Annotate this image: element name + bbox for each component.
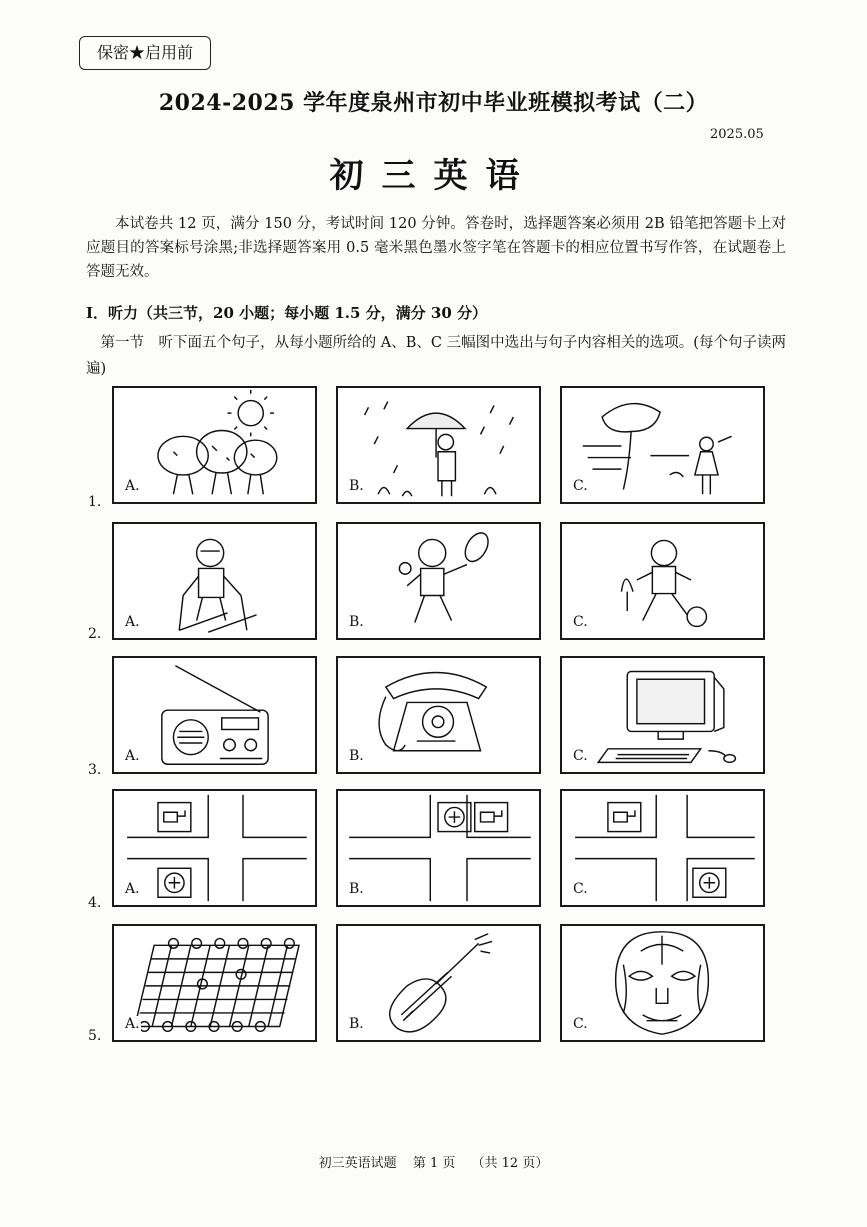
option-a-picture[interactable] — [112, 789, 317, 907]
page-number: 第 1 页 — [412, 1156, 456, 1171]
option-label: B. — [349, 614, 364, 630]
option-label: B. — [349, 748, 364, 764]
option-label: A. — [125, 748, 140, 764]
telephone-icon — [338, 658, 539, 772]
windy-tree-icon — [562, 388, 763, 502]
radio-icon — [114, 658, 315, 772]
skiing-icon — [114, 524, 315, 638]
question-number: 3. — [88, 762, 102, 778]
option-c-picture[interactable] — [560, 924, 765, 1042]
confidential-stamp: 保密★启用前 — [79, 36, 211, 70]
page-footer — [0, 1152, 867, 1171]
question-2 — [0, 522, 867, 652]
computer-icon — [562, 658, 763, 772]
option-b-picture[interactable] — [336, 656, 541, 774]
question-4 — [0, 789, 867, 919]
option-label: B. — [349, 1016, 364, 1032]
option-b-picture[interactable] — [336, 386, 541, 504]
paper-name: 初三英语试题 — [318, 1156, 397, 1171]
rain-umbrella-icon — [338, 388, 539, 502]
option-label: B. — [349, 478, 364, 494]
map-hospital-post-office-icon — [338, 791, 539, 905]
question-5 — [0, 924, 867, 1054]
option-a-picture[interactable] — [112, 386, 317, 504]
total-pages: （共 12 页） — [471, 1156, 549, 1171]
section-heading: I．听力（共三节，20 小题；每小题 1.5 分，满分 30 分） — [86, 304, 487, 322]
option-a-picture[interactable] — [112, 522, 317, 640]
chinese-chess-icon — [114, 926, 315, 1040]
sunny-trees-icon — [114, 388, 315, 502]
option-label: C. — [573, 478, 588, 494]
option-b-picture[interactable] — [336, 789, 541, 907]
option-c-picture[interactable] — [560, 522, 765, 640]
option-label: C. — [573, 748, 588, 764]
question-number: 5. — [88, 1028, 102, 1044]
option-b-picture[interactable] — [336, 924, 541, 1042]
map-post-office-hospital-icon — [562, 791, 763, 905]
part-description: 第一节 听下面五个句子，从每小题所给的 A、B、C 三幅图中选出与句子内容相关的选项。(每个句子读两遍) — [86, 335, 786, 377]
exam-instructions: 本试卷共 12 页，满分 150 分，考试时间 120 分钟。答卷时，选择题答案必须用 2B 铅笔把答题卡上对应题目的答案标号涂黑;非选择题答案用 0.5 毫米黑色墨水签字笔在答题卡的相应位置书写作答，在试题卷上答题无效。 — [86, 216, 786, 280]
question-3 — [0, 656, 867, 786]
pipa-icon — [338, 926, 539, 1040]
option-label: A. — [125, 614, 140, 630]
option-label: C. — [573, 881, 588, 897]
map-post-office-hospital-icon — [114, 791, 315, 905]
soccer-icon — [562, 524, 763, 638]
question-number: 2. — [88, 626, 102, 642]
option-label: C. — [573, 1016, 588, 1032]
option-b-picture[interactable] — [336, 522, 541, 640]
option-label: A. — [125, 881, 140, 897]
option-a-picture[interactable] — [112, 656, 317, 774]
option-a-picture[interactable] — [112, 924, 317, 1042]
tennis-icon — [338, 524, 539, 638]
question-number: 4. — [88, 895, 102, 911]
exam-title: 2024-2025 学年度泉州市初中毕业班模拟考试（二） — [158, 90, 709, 116]
option-label: C. — [573, 614, 588, 630]
option-label: A. — [125, 1016, 140, 1032]
question-1 — [0, 386, 867, 516]
subject-title: 初三英语 — [329, 156, 538, 196]
option-c-picture[interactable] — [560, 789, 765, 907]
exam-date: 2025.05 — [710, 127, 764, 142]
option-c-picture[interactable] — [560, 656, 765, 774]
opera-mask-icon — [562, 926, 763, 1040]
option-label: A. — [125, 478, 140, 494]
question-number: 1. — [88, 494, 102, 510]
option-label: B. — [349, 881, 364, 897]
option-c-picture[interactable] — [560, 386, 765, 504]
